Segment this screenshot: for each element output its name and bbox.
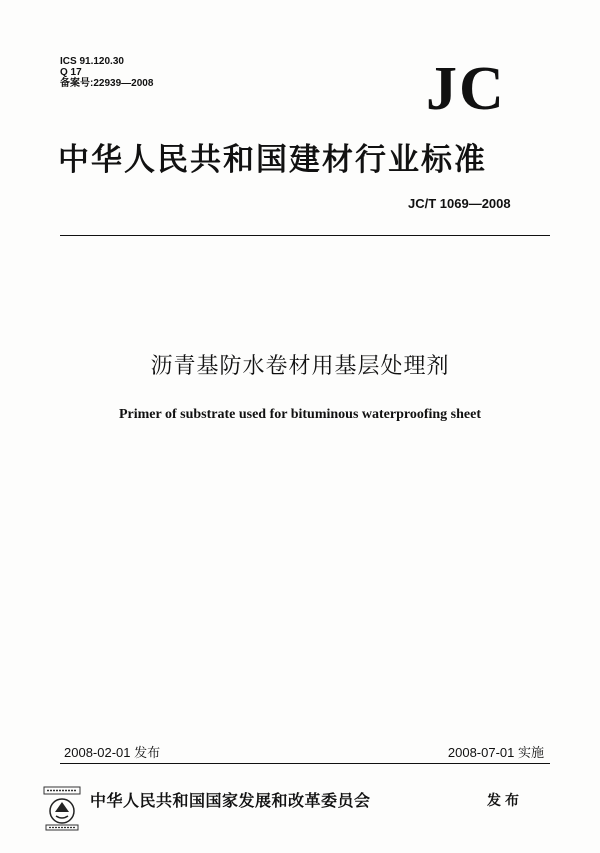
record-number: 备案号:22939—2008 (60, 78, 154, 89)
ics-code: ICS 91.120.30 (60, 56, 124, 67)
ccs-code: Q 17 (60, 67, 82, 78)
implementation-date: 2008-07-01 实施 (447, 745, 544, 760)
standard-code: JC/T 1069—2008 (408, 196, 511, 211)
standard-category-title: 中华人民共和国建材行业标准 (58, 142, 487, 178)
document-title-cn: 沥青基防水卷材用基层处理剂 (150, 354, 450, 379)
issuing-authority: 中华人民共和国国家发展和改革委员会 (90, 791, 371, 810)
bottom-divider (60, 763, 550, 764)
issuer-emblem-icon (40, 785, 84, 833)
top-divider (60, 235, 550, 236)
issue-date: 2008-02-01 发布 (64, 745, 161, 760)
document-title-en: Primer of substrate used for bituminous waterproofing sheet (118, 407, 482, 422)
publish-label: 发布 (487, 793, 523, 809)
classification-block (60, 56, 153, 89)
jc-logo: JC (426, 55, 506, 123)
